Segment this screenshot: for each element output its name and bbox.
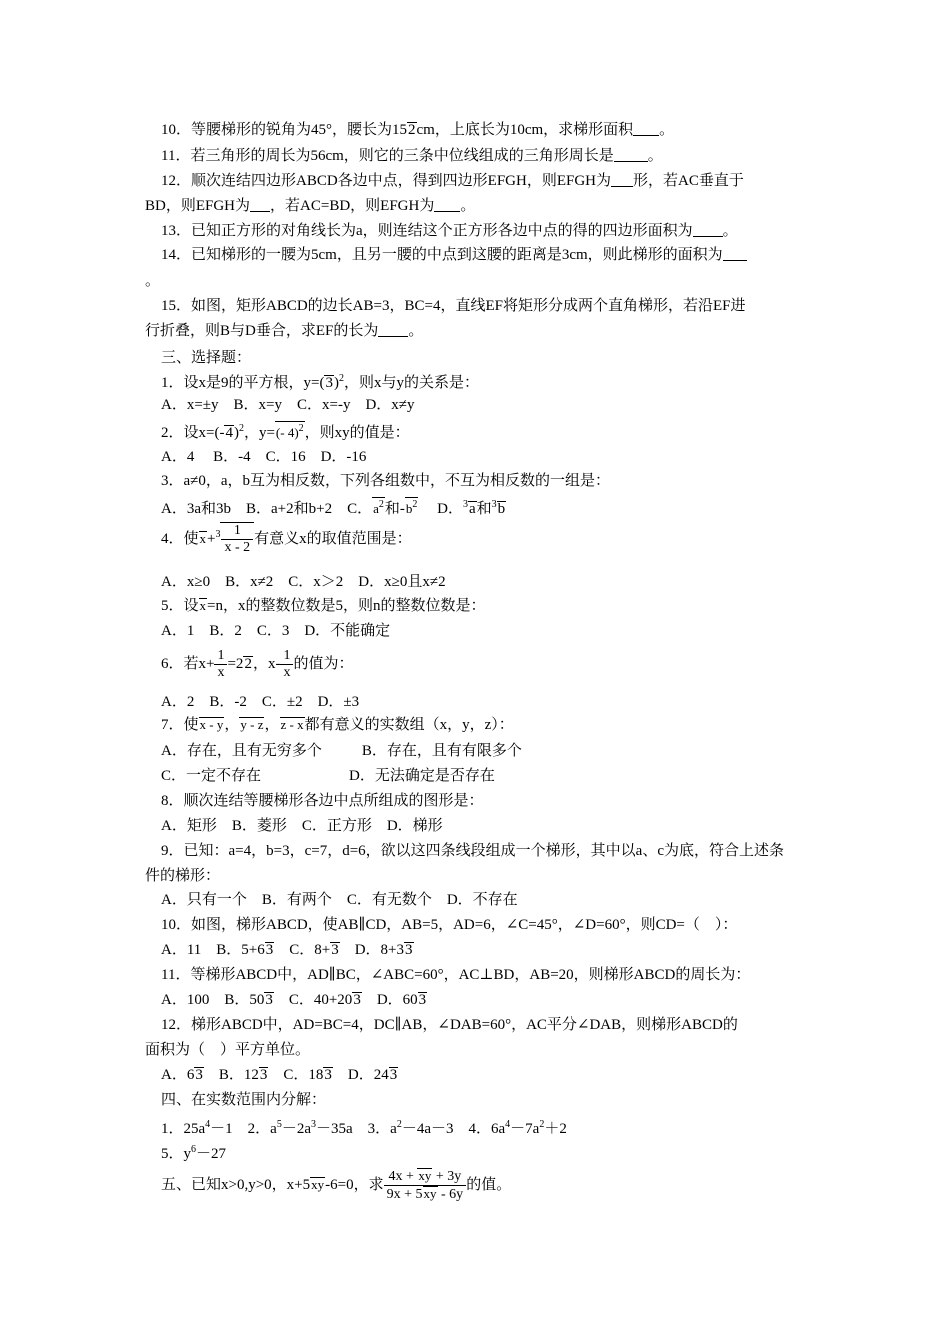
- mc-question-12-line2: 面积为（ ）平方单位。: [145, 1042, 311, 1058]
- sqrt: 3: [331, 942, 339, 958]
- sqrt: 2: [244, 655, 252, 672]
- fill-question-13: 13．已知正方形的对角线长为a，则连结这个正方形各边中点的得的四边形面积为 。: [161, 223, 738, 239]
- sqrt: 3: [265, 942, 274, 958]
- mc-options-2: A．4 B．-4 C．16 D．-16: [161, 449, 367, 465]
- sqrt: x - y: [199, 717, 224, 732]
- fill-question-12-line1: 12．顺次连结四边形ABCD各边中点，得到四边形EFGH，则EFGH为 形，若AC垂直于: [161, 173, 744, 189]
- cube-root: b: [497, 501, 506, 517]
- answer-blank: [611, 172, 633, 187]
- mc-options-6: A．2 B．-2 C．±2 D．±3: [161, 694, 360, 710]
- fill-question-12-line2: BD，则EFGH为 ，若AC=BD，则EFGH为 。: [145, 198, 476, 214]
- answer-blank: [434, 197, 460, 212]
- section-heading-4: 四、在实数范围内分解：: [161, 1092, 327, 1108]
- answer-blank: [250, 197, 270, 212]
- fill-question-14-line1: 14．已知梯形的一腰为5cm，且另一腰的中点到这腰的距离是3cm，则此梯形的面积为: [161, 246, 747, 264]
- mc-question-3: 3．a≠0，a，b互为相反数，下列各组数中，不互为相反数的一组是：: [161, 473, 611, 489]
- mc-options-7b: C．一定不存在 D．无法确定是否存在: [161, 768, 495, 784]
- mc-question-9-line2: 件的梯形：: [145, 868, 221, 884]
- sqrt: x: [199, 530, 207, 546]
- answer-blank: [614, 147, 648, 162]
- fill-question-10: 10．等腰梯形的锐角为45°，腰长为152cm，上底长为10cm，求梯形面积 。: [161, 122, 675, 138]
- sqrt: 3: [325, 375, 333, 391]
- factor-line-1: 1．$25a^4-1$ 2．$a^5-2a^3-35a$ 3．$a^2-4a-3$ 4．$6a^4-7a^2+2$: [161, 1119, 567, 1137]
- fill-question-15-line2: 行折叠，则B与D垂合，求EF的长为 。: [145, 323, 424, 339]
- mc-question-1: 1．设x是9的平方根，$y=(3)^2$，则x与y的关系是：: [161, 373, 479, 391]
- sqrt: x: [199, 598, 207, 613]
- mc-options-9: A．只有一个 B．有两个 C．有无数个 D．不存在: [161, 892, 518, 908]
- sqrt: 3: [259, 1067, 268, 1083]
- sqrt: 3: [389, 1067, 398, 1083]
- factor-line-2: 5．$y^6-27$: [161, 1144, 227, 1162]
- sqrt: 3: [353, 992, 361, 1008]
- mc-options-7a: A．存在，且有无穷多个 B．存在，且有有限多个: [161, 743, 522, 759]
- mc-question-4: 4．使x+$^3$ $\frac{1}{x - 2}$ 有意义x的取值范围是：: [161, 523, 412, 555]
- mc-question-9-line1: 9．已知：a=4，b=3，c=7，d=6，欲以这四条线段组成一个梯形，其中以a、c为底，符合上述条: [161, 843, 784, 859]
- cube-root-fraction: $\frac{1}{x - 2}$: [220, 522, 254, 556]
- sqrt: xy: [423, 1186, 437, 1201]
- mc-question-6: 6．若x+ $\frac{1}{x}$ =22，x- $\frac{1}{x}$ 的值为：: [161, 648, 354, 680]
- fill-question-15-line1: 15．如图，矩形ABCD的边长AB=3，BC=4，直线EF将矩形分成两个直角梯形，若沿EF进: [161, 298, 746, 314]
- mc-question-8: 8．顺次连结等腰梯形各边中点所组成的图形是：: [161, 793, 484, 809]
- sqrt: $b^2$: [405, 499, 418, 516]
- mc-question-7: 7．使x - y，y - z，z - x都有意义的实数组（x，y，z）：: [161, 717, 514, 733]
- sqrt: $a^2$: [373, 499, 384, 516]
- sqrt: 3: [405, 942, 413, 958]
- mc-options-8: A．矩形 B．菱形 C．正方形 D．梯形: [161, 818, 443, 834]
- sqrt: 4: [225, 425, 233, 441]
- answer-blank: [723, 246, 747, 261]
- sqrt: 2: [408, 122, 416, 138]
- mc-question-10: 10．如图，梯形ABCD，使AB∥CD，AB=5，AD=6，∠C=45°，∠D=60°，则CD=（ ）：: [161, 917, 738, 933]
- fraction-expression: $\frac{4x + xy + 3y}{9x + 5xy - 6y}$: [384, 1168, 467, 1203]
- sqrt: 3: [418, 992, 427, 1008]
- fill-question-11: 11．若三角形的周长为56cm，则它的三条中位线组成的三角形周长是 。: [161, 148, 663, 164]
- section-heading-3: 三、选择题：: [161, 350, 252, 366]
- sqrt: 3: [195, 1067, 203, 1083]
- answer-blank: [378, 322, 408, 337]
- sqrt: xy: [311, 1176, 325, 1192]
- mc-options-3: A．3a和3b B．a+2和b+2 C．$a^2$和$-b^2$ D．$^3$a和$^3$b: [161, 499, 506, 517]
- mc-question-12-line1: 12．梯形ABCD中，AD=BC=4，DC∥AB，∠DAB=60°，AC平分∠DAB，则梯形ABCD的: [161, 1017, 738, 1033]
- cube-root: a: [468, 501, 476, 517]
- mc-options-1: A．x=±y B．x=y C．x=-y D．x≠y: [161, 397, 415, 413]
- sqrt: 3: [265, 992, 273, 1008]
- sqrt: (- 4)$^2$: [275, 423, 304, 440]
- mc-options-10: A．11 B．5+63 C．8+3 D．8+33: [161, 942, 413, 958]
- fill-question-14-line2: 。: [145, 273, 161, 289]
- mc-question-5: 5．设x=n，x的整数位数是5，则n的整数位数是：: [161, 598, 486, 614]
- sqrt: xy: [418, 1168, 432, 1183]
- mc-question-2: 2．设$x=(-4)^2$，y=(- 4)$^2$，则xy的值是：: [161, 423, 410, 441]
- mc-options-5: A．1 B．2 C．3 D．不能确定: [161, 623, 391, 639]
- mc-question-11: 11．等梯形ABCD中，AD∥BC，∠ABC=60°，AC⊥BD，AB=20，则梯形ABCD的周长为：: [161, 967, 751, 983]
- sqrt: z - x: [280, 717, 304, 732]
- mc-options-11: A．100 B．503 C．40+203 D．603: [161, 992, 427, 1008]
- mc-options-4: A．x≥0 B．x≠2 C．x＞2 D．x≥0且x≠2: [161, 574, 446, 590]
- sqrt: y - z: [240, 717, 264, 732]
- section-5-problem: 五、已知x>0,y>0，x+5xy-6=0，求 $\frac{4x + xy + 3y}{9x + 5xy - 6y}$ 的值。: [161, 1168, 512, 1202]
- answer-blank: [693, 222, 723, 237]
- sqrt: 3: [324, 1067, 332, 1083]
- mc-options-12: A．63 B．123 C．183 D．243: [161, 1067, 398, 1083]
- answer-blank: [633, 121, 659, 136]
